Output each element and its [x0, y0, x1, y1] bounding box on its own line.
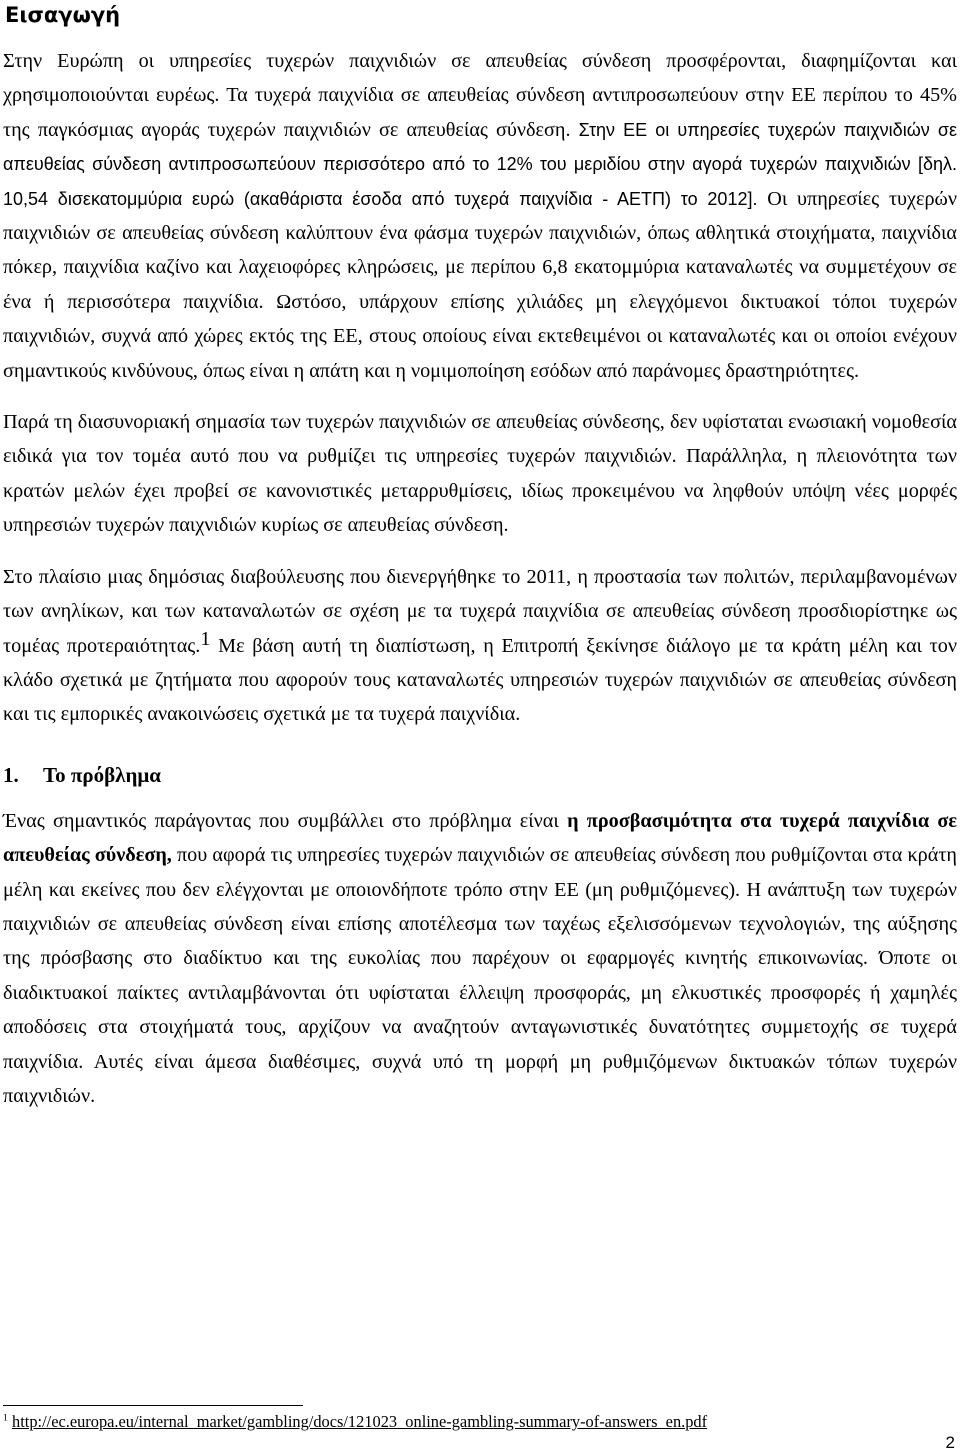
footnote-link[interactable]: http://ec.europa.eu/internal_market/gambling/docs/121023_online-gambling-summary-of-answers_en.pdf [12, 1412, 708, 1431]
paragraph-problem-bold: η προσβασιμότητα στα τυχερά παιχνίδια σε απευθείας σύνδεση, [3, 809, 957, 867]
section-heading-problem [3, 760, 957, 790]
section-heading-introduction: Εισαγωγή [5, 3, 121, 27]
paragraph-legislation [3, 405, 957, 543]
paragraph-consultation [3, 560, 957, 732]
paragraph-intro-text-1: Στην Ευρώπη οι υπηρεσίες τυχερών παιχνιδιών σε απευθείας σύνδεση προσφέρονται, διαφημίζονται και χρησιμοποιούνται ευρέως. Τα τυχερά παιχνίδια σε απευθείας σύνδεση αντιπροσωπεύουν στην ΕΕ περίπου το 45% της παγκόσμιας αγοράς τυχερών παιχνιδιών σε απευθείας σύνδεση. [3, 50, 957, 141]
paragraph-consultation-text-1: Στο πλαίσιο μιας δημόσιας διαβούλευσης που διενεργήθηκε το 2011, η προστασία των πολιτών, περιλαμβανομένων των ανηλίκων, και των καταναλωτών σε σχέση με τα τυχερά παιχνίδια σε απευθείας σύνδεση προσδιορίστηκε ως τομέας προτεραιότητας. [3, 565, 957, 657]
paragraph-intro-text-2: Στην ΕΕ οι υπηρεσίες τυχερών παιχνιδιών σε απευθείας σύνδεση αντιπροσωπεύουν περισσότερο από το 12% του μεριδίου στην αγορά τυχερών παιχνιδιών [δηλ. 10,54 δισεκατομμύρια ευρώ (ακαθάριστα έσοδα από τυχερά παιχνίδια - ΑΕΤΠ) το 2012]. [3, 119, 957, 209]
paragraph-intro-text-3: Οι υπηρεσίες τυχερών παιχνιδιών σε απευθείας σύνδεση καλύπτουν ένα φάσμα τυχερών παιχνιδιών, όπως αθλητικά στοιχήματα, παιχνίδια πόκερ, παιχνίδια καζίνο και λαχειοφόρες κληρώσεις, με περίπου 6,8 εκατομμύρια καταναλωτές να συμμετέχουν σε ένα ή περισσότερα παιχνίδια. [3, 187, 957, 313]
footnote-separator [3, 1405, 303, 1406]
paragraph-problem-text-3: Όποτε οι διαδικτυακοί παίκτες αντιλαμβάνονται ότι υφίσταται έλλειψη προσφοράς, μη ελκυστικές προσφορές ή χαμηλές αποδόσεις στα στοιχήματά τους, αρχίζουν να αναζητούν ανταγωνιστικές δυνατότητες συμμετοχής σε τυχερά παιχνίδια. [3, 947, 958, 1073]
paragraph-problem-text-1: Ένας σημαντικός παράγοντας που συμβάλλει στο πρόβλημα είναι [3, 809, 568, 832]
footnote-reference[interactable]: 1 [200, 627, 211, 650]
paragraph-legislation-text-2: Παράλληλα, η πλειονότητα των κρατών μελών έχει προβεί σε κανονιστικές μεταρρυθμίσεις, ιδίως προκειμένου να ληφθούν υπόψη νέες μορφές υπηρεσιών τυχερών παιχνιδιών κυρίως σε απευθείας σύνδεση. [3, 445, 958, 537]
paragraph-problem-text-4: Αυτές είναι άμεσα διαθέσιμες, συχνά υπό τη μορφή μη ρυθμιζόμενων δικτυακών τόπων τυχερών παιχνιδιών. [3, 1050, 957, 1107]
paragraph-intro-market [3, 44, 957, 388]
paragraph-legislation-text-1: Παρά τη διασυνοριακή σημασία των τυχερών παιχνιδιών σε απευθείας σύνδεσης, δεν υφίσταται ενωσιακή νομοθεσία ειδικά για τον τομέα αυτό που να ρυθμίζει τις υπηρεσίες τυχερών παιχνιδιών. [3, 411, 957, 468]
paragraph-problem-text-2: που αφορά τις υπηρεσίες τυχερών παιχνιδιών σε απευθείας σύνδεση που ρυθμίζονται στα κράτη μέλη και εκείνες που δεν ελέγχονται με οποιονδήποτε τρόπο στην ΕΕ (μη ρυθμιζόμενες). Η ανάπτυξη των τυχερών παιχνιδιών σε απευθείας σύνδεση είναι επίσης αποτέλεσμα των ταχέως εξελισσόμενων τεχνολογιών, της αύξησης της πρόσβασης στο διαδίκτυο και της ευκολίας που παρέχουν οι εφαρμογές κινητής επικοινωνίας. [3, 844, 957, 970]
footnote-number: 1 [3, 1412, 8, 1424]
section-number: 1. [3, 762, 19, 787]
page-number: 2 [945, 1433, 955, 1452]
paragraph-problem [3, 804, 957, 1114]
paragraph-consultation-text-2: Με βάση αυτή τη διαπίστωση, η Επιτροπή ξεκίνησε διάλογο με τα κράτη μέλη και τον κλάδο σχετικά με ζητήματα που αφορούν τους καταναλωτές υπηρεσιών τυχερών παιχνιδιών σε απευθείας σύνδεση και τις εμπορικές ανακοινώσεις σχετικά με τα τυχερά παιχνίδια. [3, 634, 957, 726]
section-title: Το πρόβλημα [43, 762, 162, 787]
paragraph-intro-text-4: Ωστόσο, υπάρχουν επίσης χιλιάδες μη ελεγχόμενοι δικτυακοί τόποι τυχερών παιχνιδιών, συχνά από χώρες εκτός της ΕΕ, στους οποίους είναι εκτεθειμένοι οι καταναλωτές και οι οποίοι ενέχουν σημαντικούς κινδύνους, όπως είναι η απάτη και η νομιμοποίηση εσόδων από παράνομες δραστηριότητες. [3, 290, 957, 382]
footnote [3, 1412, 707, 1432]
